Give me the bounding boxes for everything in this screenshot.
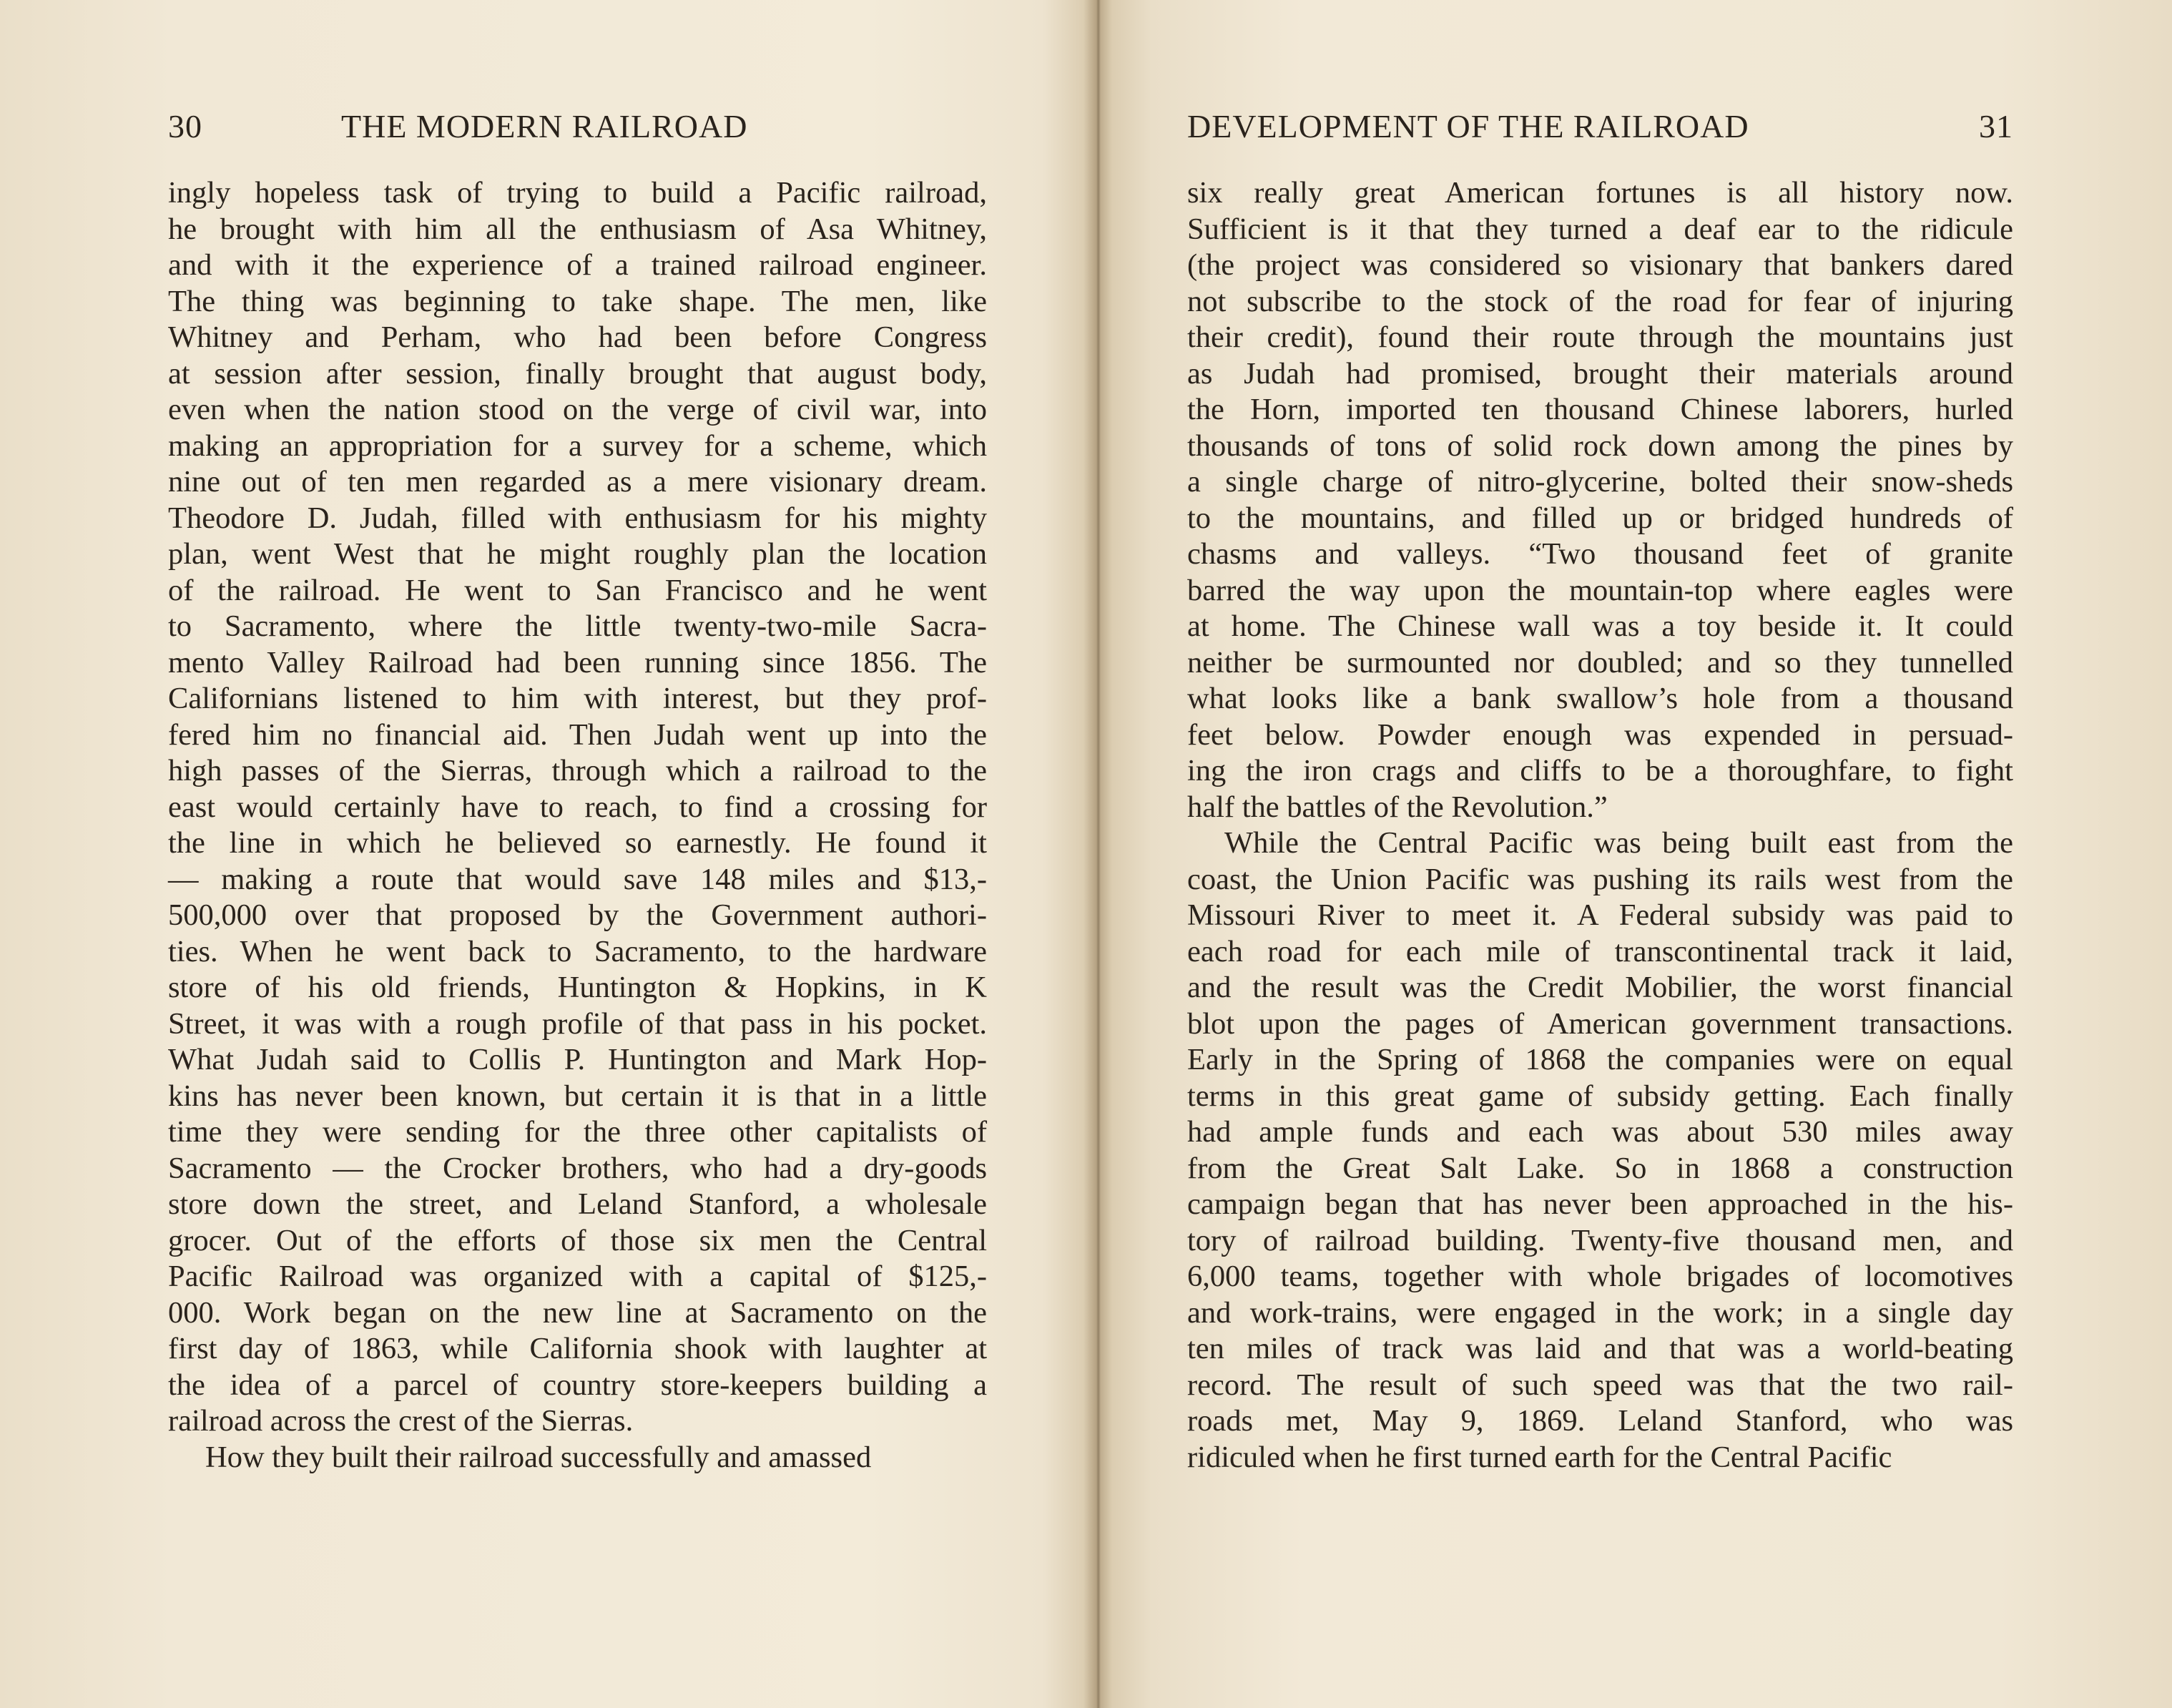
- text-line: feet below. Powder enough was expended in persuad-: [1187, 717, 2013, 752]
- text-line: first day of 1863, while California shook with laughter at: [168, 1332, 987, 1365]
- text-line: Whitney and Perham, who had been before Congress: [168, 320, 987, 354]
- text-line: the line in which he believed so earnestly. He found it: [168, 826, 987, 860]
- running-head: THE MODERN RAILROAD: [341, 108, 748, 144]
- text-line: Sacramento — the Crocker brothers, who had a dry-goods: [168, 1151, 987, 1185]
- text-line: Pacific Railroad was organized with a capital of $125,-: [168, 1260, 987, 1293]
- left-page: [0, 0, 1083, 1708]
- text-line: (the project was considered so visionary that bankers dared: [1187, 248, 2013, 282]
- text-line: Theodore D. Judah, filled with enthusiasm for his mighty: [168, 501, 987, 535]
- text-line: ridiculed when he first turned earth for the Central Pacific: [1187, 1440, 1892, 1474]
- text-line: ingly hopeless task of trying to build a Pacific railroad,: [168, 176, 987, 210]
- text-line: plan, went West that he might roughly plan the location: [168, 537, 987, 571]
- text-line: and work-trains, were engaged in the work; in a single day: [1187, 1295, 2013, 1330]
- text-line: roads met, May 9, 1869. Leland Stanford, who was: [1187, 1404, 2013, 1438]
- text-line: kins has never been known, but certain it is that in a little: [168, 1079, 987, 1113]
- page-number: 31: [1979, 108, 2013, 144]
- text-line: 000. Work began on the new line at Sacramento on the: [168, 1295, 987, 1330]
- text-line: record. The result of such speed was that the two rail-: [1187, 1368, 2013, 1402]
- text-line: How they built their railroad successfully and amassed: [205, 1440, 872, 1474]
- text-line: thousands of tons of solid rock down among the pines by: [1187, 428, 2013, 463]
- text-line: store of his old friends, Huntington & Hopkins, in K: [168, 971, 987, 1004]
- text-line: he brought with him all the enthusiasm of Asa Whitney,: [168, 212, 987, 246]
- text-line: not subscribe to the stock of the road for fear of injuring: [1187, 284, 2013, 318]
- text-line: from the Great Salt Lake. So in 1868 a construction: [1187, 1151, 2013, 1185]
- running-head: DEVELOPMENT OF THE RAILROAD: [1187, 108, 1749, 144]
- text-line: as Judah had promised, brought their materials around: [1187, 356, 2013, 391]
- text-line: ten miles of track was laid and that was a world-beating: [1187, 1332, 2013, 1365]
- text-line: — making a route that would save 148 miles and $13,-: [168, 862, 987, 896]
- right-page: [1112, 0, 2172, 1708]
- text-line: at home. The Chinese wall was a toy beside it. It could: [1187, 609, 2013, 643]
- right-page-text: [1187, 175, 2013, 1476]
- text-line: east would certainly have to reach, to find a crossing for: [168, 790, 987, 824]
- text-line: ing the iron crags and cliffs to be a thoroughfare, to fight: [1187, 754, 2013, 787]
- left-page-text: [168, 175, 987, 1476]
- text-line: 6,000 teams, together with whole brigades of locomotives: [1187, 1260, 2013, 1293]
- text-line: 500,000 over that proposed by the Government authori-: [168, 898, 987, 932]
- text-line: Sufficient is it that they turned a deaf ear to the ridicule: [1187, 212, 2013, 246]
- text-line: their credit), found their route through the mountains just: [1187, 320, 2013, 354]
- text-line: chasms and valleys. “Two thousand feet of granite: [1187, 537, 2013, 571]
- text-line: six really great American fortunes is all history now.: [1187, 176, 2013, 210]
- text-line: each road for each mile of transcontinental track it laid,: [1187, 934, 2013, 968]
- text-line: mento Valley Railroad had been running since 1856. The: [168, 645, 987, 679]
- text-line: and with it the experience of a trained railroad engineer.: [168, 248, 987, 282]
- text-line: fered him no financial aid. Then Judah went up into the: [168, 717, 987, 752]
- text-line: grocer. Out of the efforts of those six men the Central: [168, 1223, 987, 1257]
- text-line: even when the nation stood on the verge of civil war, into: [168, 393, 987, 426]
- text-line: barred the way upon the mountain-top where eagles were: [1187, 573, 2013, 607]
- text-line: to the mountains, and filled up or bridged hundreds of: [1187, 501, 2013, 535]
- text-line: The thing was beginning to take shape. The men, like: [168, 284, 987, 318]
- text-line: to Sacramento, where the little twenty-two-mile Sacra-: [168, 609, 987, 643]
- text-line: railroad across the crest of the Sierras.: [168, 1404, 634, 1438]
- text-line: coast, the Union Pacific was pushing its rails west from the: [1187, 862, 2013, 896]
- text-line: half the battles of the Revolution.”: [1187, 790, 1608, 824]
- text-line: neither be surmounted nor doubled; and so they tunnelled: [1187, 645, 2013, 679]
- page-number: 30: [168, 108, 202, 144]
- text-line: tory of railroad building. Twenty-five thousand men, and: [1187, 1223, 2013, 1257]
- text-line: the Horn, imported ten thousand Chinese laborers, hurled: [1187, 393, 2013, 426]
- text-line: high passes of the Sierras, through which a railroad to the: [168, 754, 987, 787]
- text-line: blot upon the pages of American government transactions.: [1187, 1006, 2013, 1041]
- text-line: Californians listened to him with interest, but they prof-: [168, 682, 987, 715]
- text-line: While the Central Pacific was being built east from the: [1224, 826, 2013, 860]
- book-gutter: [1083, 0, 1112, 1708]
- text-line: the idea of a parcel of country store-keepers building a: [168, 1368, 987, 1402]
- text-line: ties. When he went back to Sacramento, to the hardware: [168, 934, 987, 968]
- text-line: and the result was the Credit Mobilier, the worst financial: [1187, 971, 2013, 1004]
- text-line: had ample funds and each was about 530 miles away: [1187, 1115, 2013, 1149]
- text-line: Street, it was with a rough profile of that pass in his pocket.: [168, 1006, 987, 1041]
- left-page-header: [168, 107, 987, 150]
- text-line: Missouri River to meet it. A Federal subsidy was paid to: [1187, 898, 2013, 932]
- text-line: making an appropriation for a survey for a scheme, which: [168, 428, 987, 463]
- text-line: what looks like a bank swallow’s hole from a thousand: [1187, 682, 2013, 715]
- text-line: of the railroad. He went to San Francisco and he went: [168, 573, 987, 607]
- text-line: store down the street, and Leland Stanford, a wholesale: [168, 1187, 987, 1221]
- text-line: What Judah said to Collis P. Huntington and Mark Hop-: [168, 1043, 987, 1076]
- text-line: a single charge of nitro-glycerine, bolted their snow-sheds: [1187, 465, 2013, 499]
- text-line: terms in this great game of subsidy getting. Each finally: [1187, 1079, 2013, 1113]
- text-line: nine out of ten men regarded as a mere visionary dream.: [168, 465, 987, 499]
- text-line: Early in the Spring of 1868 the companies were on equal: [1187, 1043, 2013, 1076]
- text-line: campaign began that has never been approached in the his-: [1187, 1187, 2013, 1221]
- right-page-header: [1187, 107, 2013, 150]
- text-line: time they were sending for the three other capitalists of: [168, 1115, 987, 1149]
- text-line: at session after session, finally brought that august body,: [168, 356, 987, 391]
